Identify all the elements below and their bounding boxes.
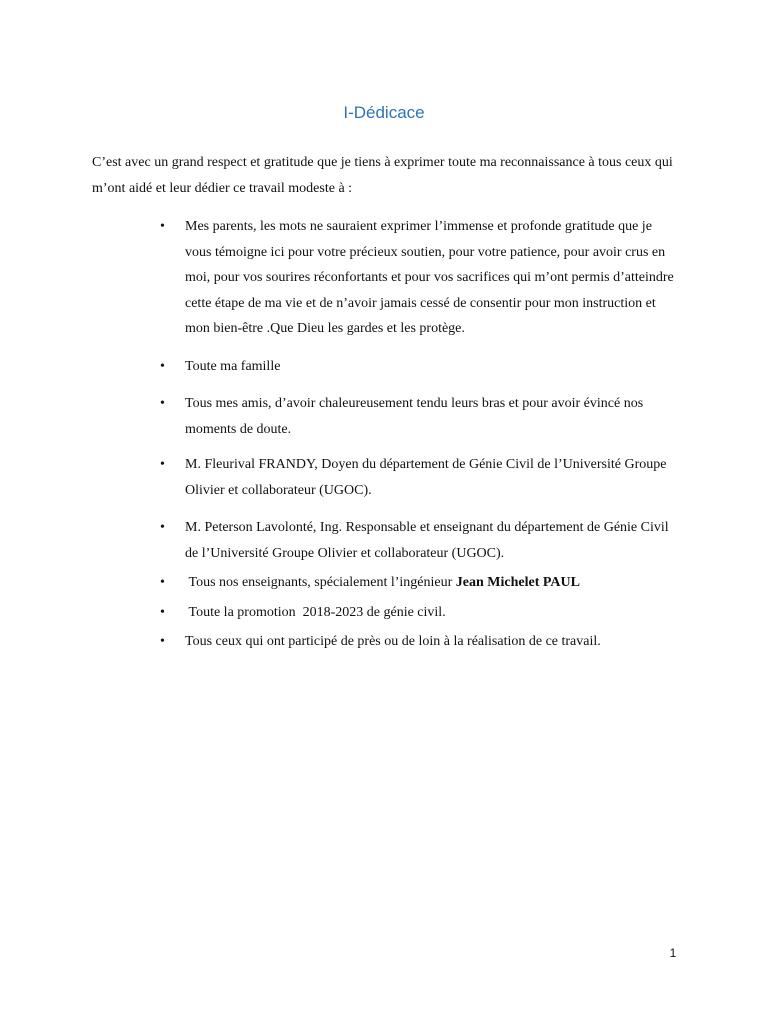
list-item [160, 515, 680, 566]
bullet-icon: • [160, 396, 165, 411]
bullet-icon: • [160, 219, 165, 234]
bullet-icon: • [160, 575, 165, 590]
list-item [160, 629, 680, 655]
list-item-text: Toute la promotion 2018-2023 de génie civil. [185, 604, 446, 620]
list-item-text: Tous ceux qui ont participé de près ou de loin à la réalisation de ce travail. [185, 634, 601, 649]
bullet-icon: • [160, 358, 165, 374]
intro-paragraph: C’est avec un grand respect et gratitude que je tiens à exprimer toute ma reconnaissance à tous ceux qui m’ont aidé et leur dédier ce travail modeste à : [92, 155, 673, 196]
bullet-icon: • [160, 520, 165, 535]
list-item-text: Tous mes amis, d’avoir chaleureusement tendu leurs bras et pour avoir évincé nos moments de doute. [185, 396, 644, 437]
list-item-text: M. Fleurival FRANDY, Doyen du département de Génie Civil de l’Université Groupe Olivier et collaborateur (UGOC). [185, 457, 667, 498]
list-item [160, 214, 680, 342]
bullet-icon: • [160, 634, 165, 649]
list-item [160, 391, 680, 442]
dedication-list [160, 214, 680, 655]
page-number: 1 [669, 946, 677, 960]
list-item [160, 354, 680, 380]
list-item-bold-name: Jean Michelet PAUL [455, 575, 580, 590]
list-item-text: Mes parents, les mots ne sauraient exprimer l’immense et profonde gratitude que je vous témoigne ici pour votre précieux soutien, pour votre patience, pour avoir crus en moi, pour vos sourires réconfortants et pour vos sacrifices qui m’ont permis d’atteindre cette étape de ma vie et de n’avoir jamais cessé de consentir pour mon instruction et mon bien-être .Que Dieu les gardes et les protège. [185, 219, 674, 336]
list-item-text: Toute ma famille [185, 358, 281, 374]
bullet-icon: • [160, 604, 165, 620]
list-item [160, 452, 680, 503]
list-item-text: M. Peterson Lavolonté, Ing. Responsable et enseignant du département de Génie Civil de l’Université Groupe Olivier et collaborateur (UGOC). [185, 520, 669, 561]
page-title: I-Dédicace [343, 103, 425, 122]
list-item [160, 600, 680, 626]
list-item [160, 570, 680, 596]
list-item-text: Tous nos enseignants, spécialement l’ingénieur [185, 575, 456, 590]
bullet-icon: • [160, 457, 165, 472]
